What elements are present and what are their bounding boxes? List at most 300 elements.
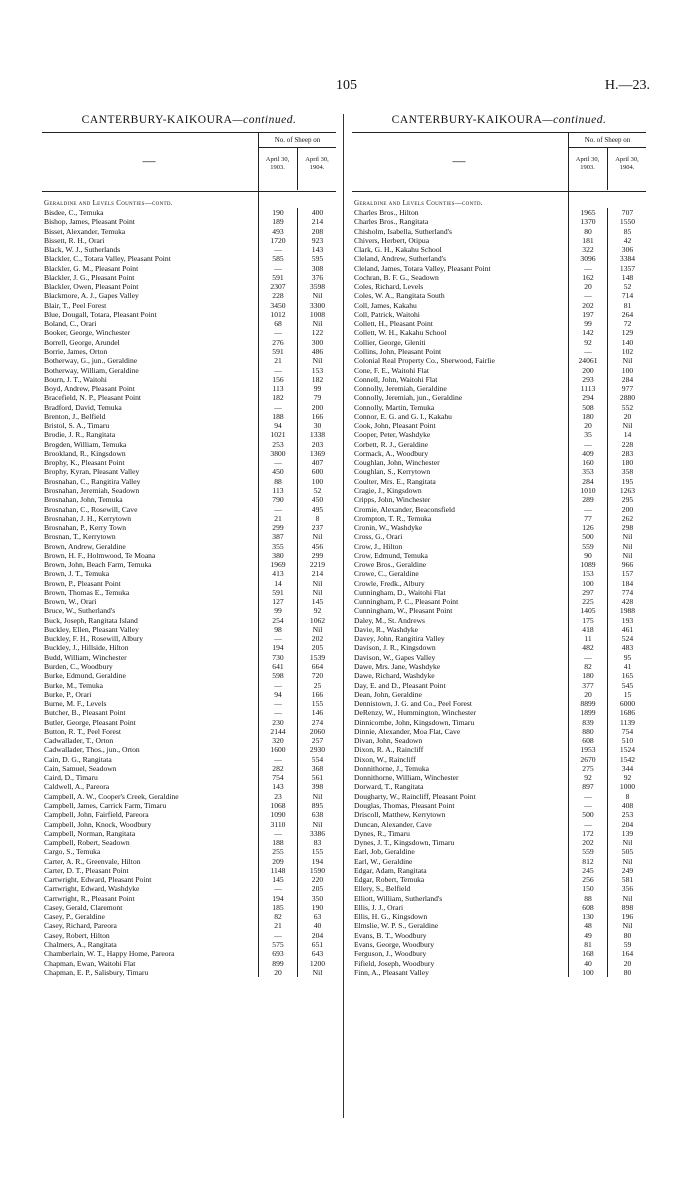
sheep-1904: 524 [607, 634, 647, 643]
sheep-1904: Nil [297, 820, 337, 829]
sheep-1903: 1969 [258, 560, 297, 569]
sheep-1903: — [258, 634, 297, 643]
sheep-1903: 253 [258, 440, 297, 449]
sheep-1903: 230 [258, 718, 297, 727]
sheep-1904: 14 [607, 430, 647, 439]
sheep-1904: 85 [607, 227, 647, 236]
owner-name: Corbett, R. J., Geraldine [354, 439, 429, 449]
table-row [42, 616, 336, 625]
owner-name: Chisholm, Isabella, Sutherland's [354, 226, 452, 236]
sheep-1903: 293 [568, 375, 607, 384]
table-row [42, 412, 336, 421]
table-row [42, 347, 336, 356]
owner-name: Clark, G. H., Kakahu School [354, 245, 442, 255]
sheep-1903: — [568, 792, 607, 801]
sheep-1903: 194 [258, 643, 297, 652]
sheep-1904: 249 [607, 866, 647, 875]
sheep-1903: 591 [258, 273, 297, 282]
owner-name: Carter, A. R., Greenvale, Hilton [44, 856, 141, 866]
owner-name: Brosnahan, P., Kerry Town [44, 523, 127, 533]
table-row [352, 356, 646, 365]
owner-name: Crowle, Fredk., Albury [354, 578, 425, 588]
sheep-1904: 257 [297, 736, 337, 745]
table-row [42, 782, 336, 791]
table-row [352, 551, 646, 560]
table-row [352, 968, 646, 977]
owner-name: Cartwright, R., Pleasant Point [44, 893, 135, 903]
owner-name: Bisset, Alexander, Temuka [44, 226, 126, 236]
column-title [42, 114, 336, 132]
table-row [42, 606, 336, 615]
sheep-1903: 209 [258, 857, 297, 866]
table-row [42, 217, 336, 226]
owner-name: Dawe, Mrs. Jane, Washdyke [354, 662, 441, 672]
sheep-1903: 142 [568, 328, 607, 337]
sheep-1903: 3800 [258, 449, 297, 458]
sheep-1904: 581 [607, 875, 647, 884]
sheep-1904: 643 [297, 949, 337, 958]
sheep-1903: 182 [258, 393, 297, 402]
owner-name: Bracefield, N. P., Pleasant Point [44, 393, 142, 403]
table-row [352, 690, 646, 699]
sheep-1904: 214 [297, 569, 337, 578]
owner-name: Brown, J. T., Temuka [44, 569, 110, 579]
sheep-1903: 289 [568, 495, 607, 504]
sheep-1903: 1600 [258, 745, 297, 754]
owner-name: Campbell, John, Knock, Woodbury [44, 819, 152, 829]
sheep-1904: 155 [297, 847, 337, 856]
sheep-1904: 300 [297, 338, 337, 347]
owner-name: Dynes, J. T., Kingsdown, Timaru [354, 838, 455, 848]
sheep-1903: — [258, 755, 297, 764]
sheep-1903: 90 [568, 551, 607, 560]
owner-name: Coll, James, Kakahu [354, 300, 417, 310]
sheep-1904: 264 [607, 310, 647, 319]
left-column [42, 114, 336, 977]
table-row [42, 875, 336, 884]
owner-name: Cleland, Andrew, Sutherland's [354, 254, 446, 264]
sheep-1904: 308 [297, 264, 337, 273]
sheep-1903: 387 [258, 532, 297, 541]
sheep-1904: 274 [297, 718, 337, 727]
sheep-1903: — [568, 440, 607, 449]
sheep-1903: 228 [258, 291, 297, 300]
sheep-1903: 591 [258, 588, 297, 597]
table-row [352, 699, 646, 708]
table-row [352, 393, 646, 402]
owner-name: Davie, R., Washdyke [354, 624, 418, 634]
table-row [42, 773, 336, 782]
sheep-1904: Nil [607, 921, 647, 930]
sheep-1904: Nil [297, 588, 337, 597]
owner-name: Charles Bros., Rangitata [354, 217, 429, 227]
table-row [352, 921, 646, 930]
owner-name: Burke, Edmund, Geraldine [44, 671, 126, 681]
sheep-1903: 94 [258, 421, 297, 430]
table-row [352, 486, 646, 495]
sheep-1904: Nil [297, 532, 337, 541]
sheep-1903: 92 [568, 338, 607, 347]
sheep-1903: 320 [258, 736, 297, 745]
sheep-1904: Nil [297, 291, 337, 300]
sheep-1904: 1539 [297, 653, 337, 662]
owner-name: Burden, C., Woodbury [44, 662, 113, 672]
sheep-1904: 1000 [607, 782, 647, 791]
table-row [352, 467, 646, 476]
sheep-1904: 203 [297, 440, 337, 449]
owner-name: Davey, John, Rangitira Valley [354, 634, 445, 644]
owner-name: Coll, Patrick, Waitohi [354, 309, 420, 319]
table-row [42, 792, 336, 801]
table-row [352, 829, 646, 838]
sheep-1903: — [258, 829, 297, 838]
owner-name: Douglas, Thomas, Pleasant Point [354, 801, 455, 810]
sheep-1904: 80 [607, 968, 647, 977]
owner-name: Brosnahan, Jeremiah, Seadown [44, 485, 140, 495]
owner-name: Cadwallader, T., Orton [44, 736, 114, 746]
table-row [42, 467, 336, 476]
sheep-1903: 150 [568, 884, 607, 893]
sheep-1904: 456 [297, 542, 337, 551]
sheep-1903: — [258, 245, 297, 254]
sheep-1904: 220 [297, 875, 337, 884]
sheep-1903: 92 [568, 773, 607, 782]
table-row [352, 458, 646, 467]
owner-name: Brodie, J. R., Rangitata [44, 430, 116, 440]
owner-name: Campbell, Robert, Seadown [44, 838, 130, 848]
table-row [352, 894, 646, 903]
section-heading: Geraldine and Levels Counties—contd. [44, 199, 173, 207]
sheep-1903: — [258, 505, 297, 514]
sheep-1904: 1008 [297, 310, 337, 319]
sheep-1903: 145 [258, 875, 297, 884]
table-row [352, 773, 646, 782]
sheep-1903: — [568, 505, 607, 514]
table-row [42, 643, 336, 652]
table-row [352, 421, 646, 430]
owner-name: Brown, W., Orari [44, 597, 97, 607]
sheep-1904: 2060 [297, 727, 337, 736]
table-row [42, 430, 336, 439]
sheep-1903: 1113 [568, 384, 607, 393]
sheep-1904: 200 [607, 505, 647, 514]
sheep-1903: 1012 [258, 310, 297, 319]
sheep-1904: 166 [297, 412, 337, 421]
sheep-1904: Nil [607, 838, 647, 847]
owner-name: Fifield, Joseph, Woodbury [354, 958, 435, 968]
owner-name: Chapman, E. P., Salisbury, Timaru [44, 967, 149, 977]
sheep-1903: — [258, 366, 297, 375]
owner-name: Elliott, William, Sutherland's [354, 893, 443, 903]
table-row [352, 505, 646, 514]
sheep-1904: Nil [607, 356, 647, 365]
table-row [42, 820, 336, 829]
owner-name: Donnithorne, William, Winchester [354, 773, 459, 783]
table-row [352, 792, 646, 801]
sheep-1904: 195 [607, 477, 647, 486]
sheep-1903: 168 [568, 949, 607, 958]
table-row [42, 708, 336, 717]
table-row [42, 273, 336, 282]
sheep-1903: 256 [568, 875, 607, 884]
owner-name: Brosnahan, J. H., Kerrytown [44, 513, 132, 523]
sheep-1904: 92 [607, 773, 647, 782]
sheep-1903: 1720 [258, 236, 297, 245]
sheep-1904: 306 [607, 245, 647, 254]
sheep-1904: 651 [297, 940, 337, 949]
table-row [42, 514, 336, 523]
sheep-1903: 275 [568, 764, 607, 773]
sheep-1903: 21 [258, 356, 297, 365]
sheep-1903: 1965 [568, 208, 607, 217]
owner-name: Edgar, Robert, Temuka [354, 875, 425, 885]
sheep-1903: 353 [568, 467, 607, 476]
owner-name: Brookland, R., Kingsdown [44, 448, 126, 458]
sheep-1904: 180 [607, 458, 647, 467]
owner-name: Casey, Gerald, Claremont [44, 902, 123, 912]
table-row [352, 625, 646, 634]
table-row [42, 560, 336, 569]
owner-name: Collier, George, Gleniti [354, 337, 426, 347]
sheep-1904: 52 [607, 282, 647, 291]
sheep-1904: 30 [297, 421, 337, 430]
sheep-1904: 1550 [607, 217, 647, 226]
column-title-suffix: —continued. [542, 114, 607, 126]
owner-name: Buck, Joseph, Rangitata Island [44, 615, 138, 625]
sheep-1903: 181 [568, 236, 607, 245]
sheep-1904: 1263 [607, 486, 647, 495]
owner-name: Campbell, A. W., Cooper's Creek, Geraldine [44, 791, 179, 801]
owner-name: Brosnahan, John, Temuka [44, 495, 123, 505]
sheep-1904: 1590 [297, 866, 337, 875]
table-row [352, 347, 646, 356]
sheep-1904: 193 [607, 616, 647, 625]
sheep-1904: 350 [297, 894, 337, 903]
header-1904 [607, 148, 646, 190]
owner-name: Brown, P., Pleasant Point [44, 578, 121, 588]
sheep-1904: 99 [297, 384, 337, 393]
owner-name: Borrie, James, Orton [44, 346, 108, 356]
sheep-1904: 344 [607, 764, 647, 773]
sheep-1903: 598 [258, 671, 297, 680]
table-row [352, 718, 646, 727]
table-row [352, 273, 646, 282]
table-row [352, 301, 646, 310]
table-row [42, 755, 336, 764]
sheep-1903: — [258, 328, 297, 337]
table-row [352, 838, 646, 847]
sheep-1903: 839 [568, 718, 607, 727]
owner-name: Blackler, C., Totara Valley, Pleasant Point [44, 254, 171, 264]
sheep-1904: 100 [607, 366, 647, 375]
owner-name: Coulter, Mrs. E., Rangitata [354, 476, 436, 486]
table-row [352, 542, 646, 551]
sheep-1904: 204 [297, 931, 337, 940]
sheep-1904: 510 [607, 736, 647, 745]
sheep-1904: 79 [297, 393, 337, 402]
sheep-1904: 52 [297, 486, 337, 495]
sheep-1903: — [258, 884, 297, 893]
table-row [352, 310, 646, 319]
owner-name: Ellery, S., Belfield [354, 884, 411, 894]
sheep-1904: 3386 [297, 829, 337, 838]
table-row [42, 801, 336, 810]
owner-name: DeRenzy, W., Hummington, Winchester [354, 708, 477, 718]
owner-name: Brosnahan, C., Rangitira Valley [44, 476, 141, 486]
sheep-1903: 508 [568, 403, 607, 412]
owner-name: Dorward, T., Rangitata [354, 782, 424, 792]
table-row [42, 968, 336, 977]
owner-name: Crow, Edmund, Temuka [354, 550, 428, 560]
sheep-1904: Nil [607, 542, 647, 551]
table-row [352, 560, 646, 569]
table-row [352, 681, 646, 690]
sheep-1903: 2144 [258, 727, 297, 736]
table-row [42, 764, 336, 773]
owner-name: Burke, M., Temuka [44, 680, 104, 690]
sheep-1903: 172 [568, 829, 607, 838]
sheep-1904: 356 [607, 884, 647, 893]
owner-name: Campbell, Norman, Rangitata [44, 828, 136, 838]
sheep-1904: 3300 [297, 301, 337, 310]
sheep-1904: 3384 [607, 254, 647, 263]
owner-name: Button, R. T., Peel Forest [44, 726, 121, 736]
owner-name: Day, E. and D., Pleasant Point [354, 680, 446, 690]
owner-name: Bruce, W., Sutherland's [44, 606, 116, 616]
table-row [42, 477, 336, 486]
sheep-1903: 500 [568, 532, 607, 541]
sheep-1903: 127 [258, 597, 297, 606]
table-rows [42, 208, 336, 977]
sheep-1904: Nil [297, 968, 337, 977]
table-header [352, 132, 646, 192]
sheep-1904: 368 [297, 764, 337, 773]
sheep-1904: 754 [607, 727, 647, 736]
table-row [352, 217, 646, 226]
table-row [352, 736, 646, 745]
sheep-1904: 450 [297, 495, 337, 504]
table-row [352, 616, 646, 625]
table-row [42, 949, 336, 958]
table-row [42, 921, 336, 930]
owner-name: Casey, Robert, Hilton [44, 930, 110, 940]
sheep-1903: 1370 [568, 217, 607, 226]
table-row [352, 866, 646, 875]
sheep-1904: 3598 [297, 282, 337, 291]
sheep-1904: 92 [297, 606, 337, 615]
table-row [352, 857, 646, 866]
owner-name: Botherway, William, Geraldine [44, 365, 139, 375]
sheep-1904: 407 [297, 458, 337, 467]
owner-name: Duncan, Alexander, Cave [354, 819, 432, 829]
sheep-count-header: No. of Sheep on [258, 133, 336, 148]
sheep-1904: 707 [607, 208, 647, 217]
owner-name: Budd, William, Winchester [44, 652, 127, 662]
table-row [352, 254, 646, 263]
sheep-1903: — [568, 653, 607, 662]
owner-name: Dougharty, W., Raincliff, Pleasant Point [354, 791, 476, 801]
sheep-1903: 100 [568, 579, 607, 588]
owner-name: Burne, M. F., Levels [44, 699, 107, 709]
column-divider [343, 114, 344, 1118]
sheep-1904: 720 [297, 671, 337, 680]
sheep-1903: 355 [258, 542, 297, 551]
sheep-1904: 483 [607, 643, 647, 652]
section-heading: Geraldine and Levels Counties—contd. [354, 199, 483, 207]
table-row [352, 597, 646, 606]
sheep-1904: 72 [607, 319, 647, 328]
owner-name: Charles Bros., Hilton [354, 208, 419, 217]
owner-name: Crowe Bros., Geraldine [354, 560, 427, 570]
sheep-1904: 237 [297, 523, 337, 532]
owner-name: Dixon, W., Raincliff [354, 754, 416, 764]
table-row [42, 838, 336, 847]
sheep-1904: 299 [297, 551, 337, 560]
table-row [352, 282, 646, 291]
table-row [42, 421, 336, 430]
sheep-1904: 495 [297, 505, 337, 514]
sheep-1903: 188 [258, 412, 297, 421]
sheep-1904: 1524 [607, 745, 647, 754]
table-row [352, 745, 646, 754]
sheep-1904: 554 [297, 755, 337, 764]
sheep-1904: 15 [607, 690, 647, 699]
sheep-1903: 450 [258, 467, 297, 476]
owner-name: Dynes, R., Timaru [354, 828, 410, 838]
sheep-1903: 11 [568, 634, 607, 643]
table-row [42, 403, 336, 412]
table-row [352, 940, 646, 949]
sheep-1903: 413 [258, 569, 297, 578]
sheep-1904: 205 [297, 884, 337, 893]
owner-name: Connor, E. G. and G. I., Kakahu [354, 411, 452, 421]
header-1903-text: April 30, 1903. [575, 156, 600, 171]
sheep-1904: Nil [297, 579, 337, 588]
table-row [352, 931, 646, 940]
table-row [42, 440, 336, 449]
owner-name: Boland, C., Orari [44, 319, 97, 329]
table-row [42, 634, 336, 643]
sheep-1903: 790 [258, 495, 297, 504]
owner-name: Chivers, Herbert, Otipua [354, 235, 430, 245]
sheep-1904: 80 [607, 931, 647, 940]
sheep-1904: 398 [297, 782, 337, 791]
table-row [42, 690, 336, 699]
owner-name: Boyd, Andrew, Pleasant Point [44, 384, 135, 394]
sheep-1904: 6000 [607, 699, 647, 708]
owner-name: Evans, B. T., Woodbury [354, 930, 427, 940]
sheep-1903: 162 [568, 273, 607, 282]
owner-name: Buckley, J., Hillside, Hilton [44, 643, 129, 653]
sheep-1903: 255 [258, 847, 297, 856]
owner-name: Bourn, J. T., Waitohi [44, 374, 107, 384]
table-row [352, 319, 646, 328]
owner-name: Earl, Job, Geraldine [354, 847, 415, 857]
sheep-1904: 1338 [297, 430, 337, 439]
table-row [42, 727, 336, 736]
sheep-1903: 297 [568, 588, 607, 597]
header-1904 [297, 148, 336, 190]
table-row [352, 430, 646, 439]
report-reference: H.—23. [604, 78, 650, 93]
sheep-1904: 200 [297, 403, 337, 412]
table-row [352, 495, 646, 504]
sheep-1904: Nil [297, 356, 337, 365]
table-row [352, 727, 646, 736]
table-row [42, 551, 336, 560]
table-row [352, 384, 646, 393]
owner-name: Dinnie, Alexander, Moa Flat, Cave [354, 726, 461, 736]
